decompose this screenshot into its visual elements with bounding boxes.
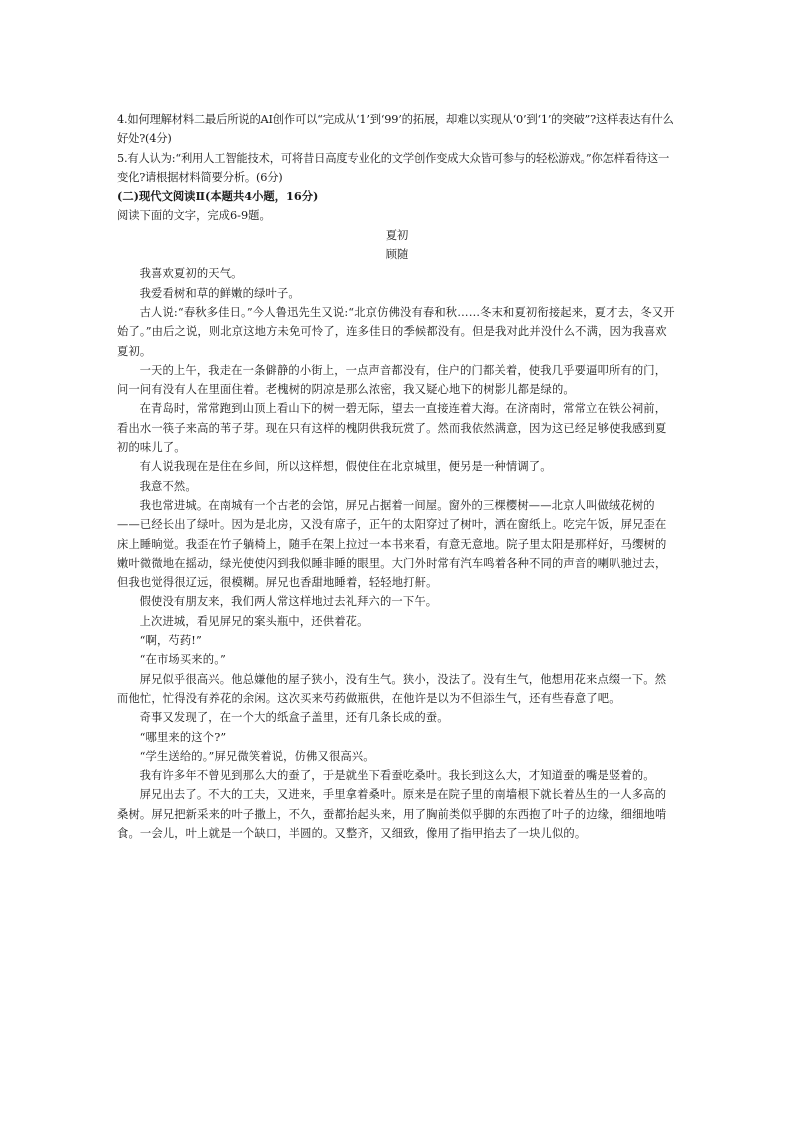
page-content xyxy=(117,110,677,843)
article-paragraph: 奇事又发现了，在一个大的纸盒子盖里，还有几条长成的蚕。 xyxy=(139,711,449,725)
article-author: 顾随 xyxy=(385,248,409,262)
article-paragraph: 我喜欢夏初的天气。 xyxy=(139,267,243,281)
article-paragraph: 上次进城，看见屏兄的案头瓶中，还供着花。 xyxy=(139,614,369,628)
article-paragraph: “学生送给的。”屏兄微笑着说，仿佛又很高兴。 xyxy=(139,749,375,763)
article-paragraph: “啊，芍药!” xyxy=(139,634,202,648)
article-paragraph: 我爱看树和草的鲜嫩的绿叶子。 xyxy=(139,286,300,300)
question-5: 5.有人认为:“利用人工智能技术，可将昔日高度专业化的文学创作变成大众皆可参与的轻松游戏。”你怎样看待这一变化?请根据材料简要分析。(6分) xyxy=(117,151,670,184)
article-title: 夏初 xyxy=(385,228,409,242)
article-paragraph: 屏兄似乎很高兴。他总嫌他的屋子狭小，没有生气。狭小，没法了。没有生气，他想用花来点缀一下。然而他忙，忙得没有养花的余闲。这次买来芍药做瓶供，在他许是以为不但添生气，还有些春意了吧。 xyxy=(117,672,667,705)
article-paragraph: 我有许多年不曾见到那么大的蚕了，于是就坐下看蚕吃桑叶。我长到这么大，才知道蚕的嘴是竖着的。 xyxy=(139,769,655,783)
article-paragraph: 在青岛时，常常跑到山顶上看山下的树一碧无际，望去一直接连着大海。在济南时，常常立在铁公祠前，看出水一筷子来高的苇子芽。现在只有这样的槐阴供我玩赏了。然而我依然满意，因为这已经足够使我感到夏初的味儿了。 xyxy=(117,402,667,455)
article-paragraph: 古人说:“春秋多佳日。”今人鲁迅先生又说:“北京仿佛没有春和秋……冬末和夏初衔接起来，夏才去，冬又开始了。”由后之说，则北京这地方未免可怜了，连多佳日的季候都没有。但是我对此并没什么不满，因为我喜欢夏初。 xyxy=(117,305,675,358)
article-paragraph: 我意不然。 xyxy=(139,479,197,493)
article-paragraph: 屏兄出去了。不大的工夫，又进来，手里拿着桑叶。原来是在院子里的南墙根下就长着丛生的一人多高的桑树。屏兄把新采来的叶子撒上，不久，蚕都抬起头来，用了胸前类似乎脚的东西抱了叶子的边缘，细细地啃食。一会儿，叶上就是一个缺口，半圆的。又整齐，又细致，像用了指甲掐去了一块儿似的。 xyxy=(117,788,667,840)
section-instruction: 阅读下面的文字，完成6-9题。 xyxy=(117,209,271,223)
question-4: 4.如何理解材料二最后所说的AI创作可以“完成从‘1’到‘99’的拓展，却难以实现从‘0’到‘1’的突破”?这样表达有什么好处?(4分) xyxy=(117,113,674,146)
article-paragraph: “哪里来的这个?” xyxy=(139,730,227,744)
section-heading: (二)现代文阅读Ⅱ(本题共4小题，16分) xyxy=(117,189,319,204)
article-paragraph: 一天的上午，我走在一条僻静的小街上，一点声音都没有，住户的门都关着，使我几乎要逼叩所有的门，问一问有没有人在里面住着。老槐树的阴凉是那么浓密，我又疑心地下的树影儿都是绿的。 xyxy=(117,363,667,397)
article-paragraph: “在市场买来的。” xyxy=(139,653,226,667)
article-paragraph: 我也常进城。在南城有一个古老的会馆，屏兄占据着一间屋。窗外的三棵樱树——北京人叫做绒花树的——已经长出了绿叶。因为是北房，又没有席子，正午的太阳穿过了树叶，洒在窗纸上。吃完午饭，屏兄歪在床上睡晌觉。我歪在竹子躺椅上，随手在架上拉过一本书来看，有意无意地。院子里太阳是那样好，马缨树的嫩叶微微地在摇动，绿光使使闪到我似睡非睡的眼里。大门外时常有汽车鸣着各种不同的声音的喇叭驰过去，但我也觉得很辽远，很模糊。屏兄也香甜地睡着，轻轻地打鼾。 xyxy=(117,498,667,590)
article-paragraph: 假使没有朋友来，我们两人常这样地过去礼拜六的一下午。 xyxy=(139,595,438,609)
article-paragraph: 有人说我现在是住在乡间，所以这样想，假使住在北京城里，便另是一种情调了。 xyxy=(139,460,552,474)
